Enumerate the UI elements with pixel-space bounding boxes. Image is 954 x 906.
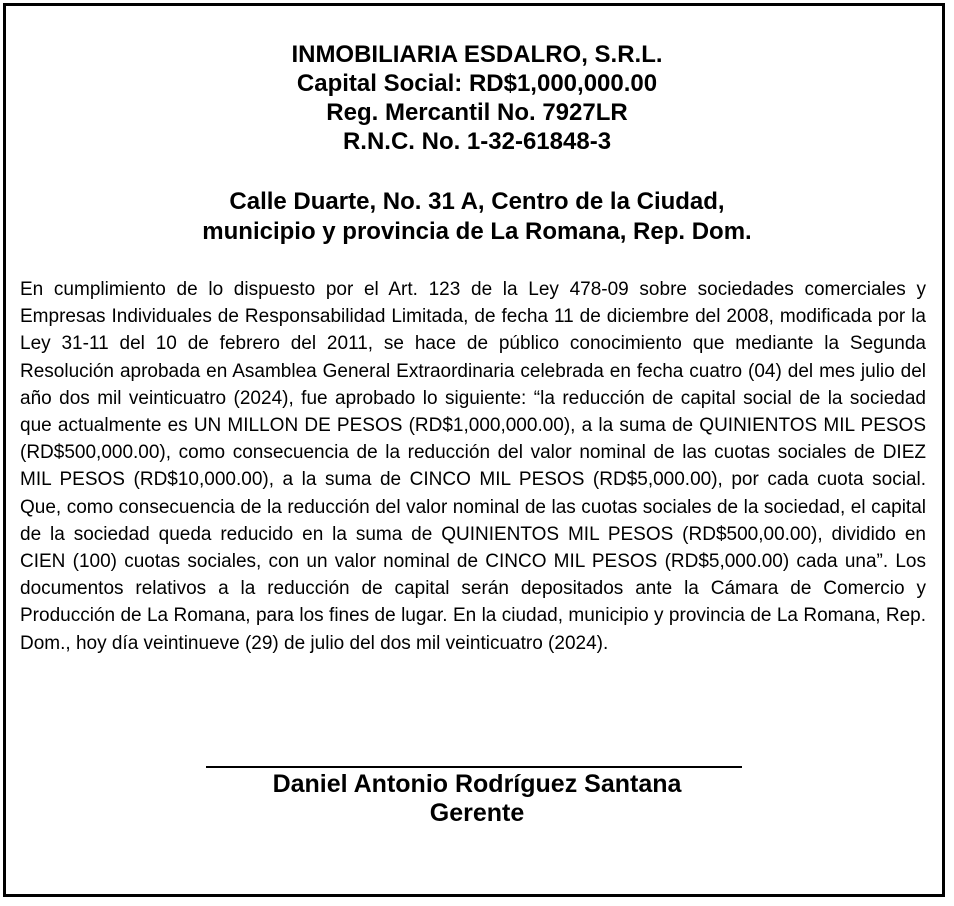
address-line-1: Calle Duarte, No. 31 A, Centro de la Ciudad, <box>229 188 725 215</box>
signer-name: Daniel Antonio Rodríguez Santana <box>272 770 682 798</box>
company-name: INMOBILIARIA ESDALRO, S.R.L. <box>291 41 663 68</box>
rnc-number: R.N.C. No. 1-32-61848-3 <box>342 128 612 155</box>
notice-body: En cumplimiento de lo dispuesto por el Art. 123 de la Ley 478-09 sobre sociedades comerciales y Empresas Individuales de Responsabilidad Limitada, de fecha 11 de diciembre del 2008, modificada por la Ley 31-11 del 10 de febrero del 2011, se hace de público conocimiento que mediante la Segunda Resolución aprobada en Asamblea General Extraordinaria celebrada en fecha cuatro (04) del mes julio del año dos mil veinticuatro (2024), fue aprobado lo siguiente: “la reducción de capital social de la sociedad que actualmente es UN MILLON DE PESOS (RD$1,000,000.00), a la suma de QUINIENTOS MIL PESOS (RD$500,000.00), como consecuencia de la reducción del valor nominal de las cuotas sociales de DIEZ MIL PESOS (RD$10,000.00), a la suma de CINCO MIL PESOS (RD$5,000.00), por cada cuota social. Que, como consecuencia de la reducción del valor nominal de las cuotas sociales de la sociedad, el capital de la sociedad queda reducido en la suma de QUINIENTOS MIL PESOS (RD$500,00.00), dividido en CIEN (100) cuotas sociales, con un valor nominal de CINCO MIL PESOS (RD$5,000.00) cada una”. Los documentos relativos a la reducción de capital serán depositados ante la Cámara de Comercio y Producción de La Romana, para los fines de lugar. En la ciudad, municipio y provincia de La Romana, Rep. Dom., hoy día veintinueve (29) de julio del dos mil veinticuatro (2024). <box>20 279 926 654</box>
company-address <box>0 187 954 247</box>
signature-block <box>0 770 954 828</box>
address-line-2: municipio y provincia de La Romana, Rep. Dom. <box>202 218 752 245</box>
company-header <box>0 40 954 156</box>
signer-title: Gerente <box>429 799 525 827</box>
reg-mercantil: Reg. Mercantil No. 7927LR <box>326 99 628 126</box>
capital-social: Capital Social: RD$1,000,000.00 <box>296 70 658 97</box>
signature-line <box>206 766 742 768</box>
